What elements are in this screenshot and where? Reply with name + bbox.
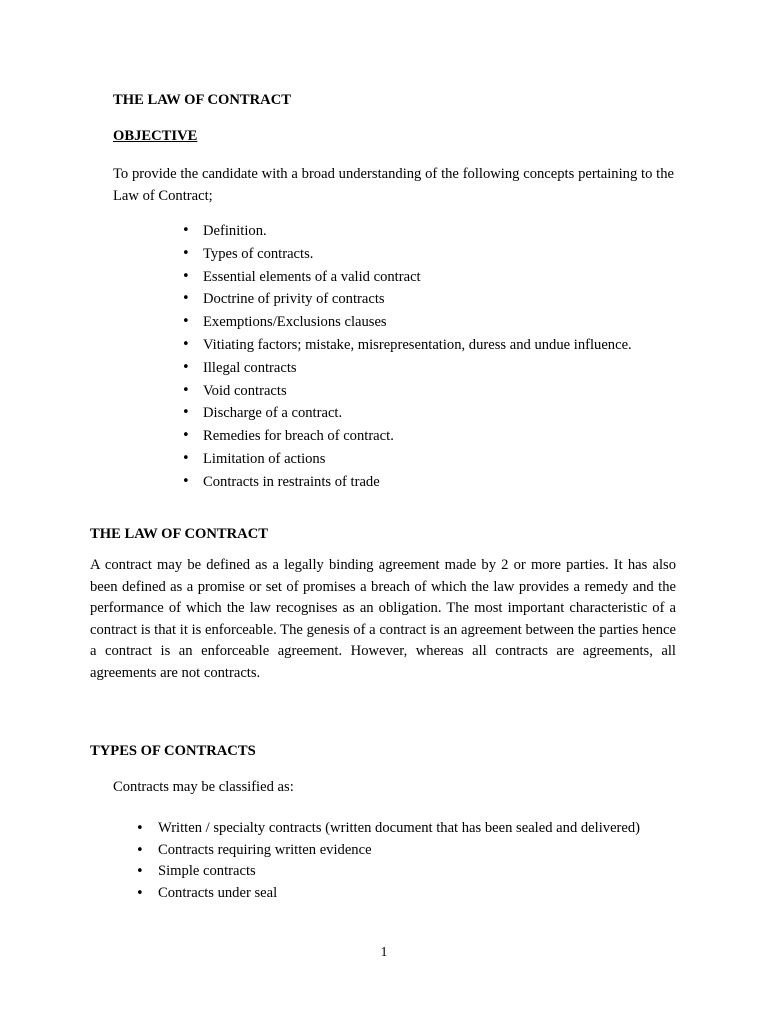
list-item: • Void contracts [182, 380, 674, 402]
list-item: • Remedies for breach of contract. [182, 425, 674, 447]
definition-paragraph: A contract may be defined as a legally binding agreement made by 2 or more parties. It has also been defined as a promise or set of promises a breach of which the law provides a remedy and the performance of which the law recognises as an obligation. The most important characteristic of a contract is that it is enforceable. The genesis of a contract is an agreement between the parties hence a contract is an enforceable agreement. However, whereas all contracts are agreements, all agreements are not contracts. [90, 557, 676, 681]
contract-types-list [136, 818, 674, 904]
document-title: THE LAW OF CONTRACT [113, 92, 291, 108]
intro-paragraph: To provide the candidate with a broad understanding of the following concepts pertaining to the Law of Contract; [113, 166, 674, 204]
page-number: 1 [380, 944, 388, 959]
list-item: • Vitiating factors; mistake, misrepresentation, duress and undue influence. [182, 334, 674, 356]
objective-heading: OBJECTIVE [113, 128, 198, 144]
list-item: • Essential elements of a valid contract [182, 266, 674, 288]
list-item: • Contracts under seal [136, 883, 674, 904]
list-item: • Contracts in restraints of trade [182, 471, 674, 493]
list-item: • Written / specialty contracts (written document that has been sealed and delivered) [136, 818, 674, 839]
list-item: • Types of contracts. [182, 243, 674, 265]
concepts-list [182, 220, 674, 494]
list-item: • Limitation of actions [182, 448, 674, 470]
list-item: • Discharge of a contract. [182, 402, 674, 424]
list-item: • Definition. [182, 220, 674, 242]
list-item: • Simple contracts [136, 861, 674, 882]
list-item: • Doctrine of privity of contracts [182, 288, 674, 310]
list-item: • Contracts requiring written evidence [136, 840, 674, 861]
list-item: • Exemptions/Exclusions clauses [182, 311, 674, 333]
section-heading-law-of-contract: THE LAW OF CONTRACT [90, 526, 268, 542]
classification-intro: Contracts may be classified as: [113, 779, 294, 795]
section-heading-types-of-contracts: TYPES OF CONTRACTS [90, 743, 256, 759]
list-item: • Illegal contracts [182, 357, 674, 379]
